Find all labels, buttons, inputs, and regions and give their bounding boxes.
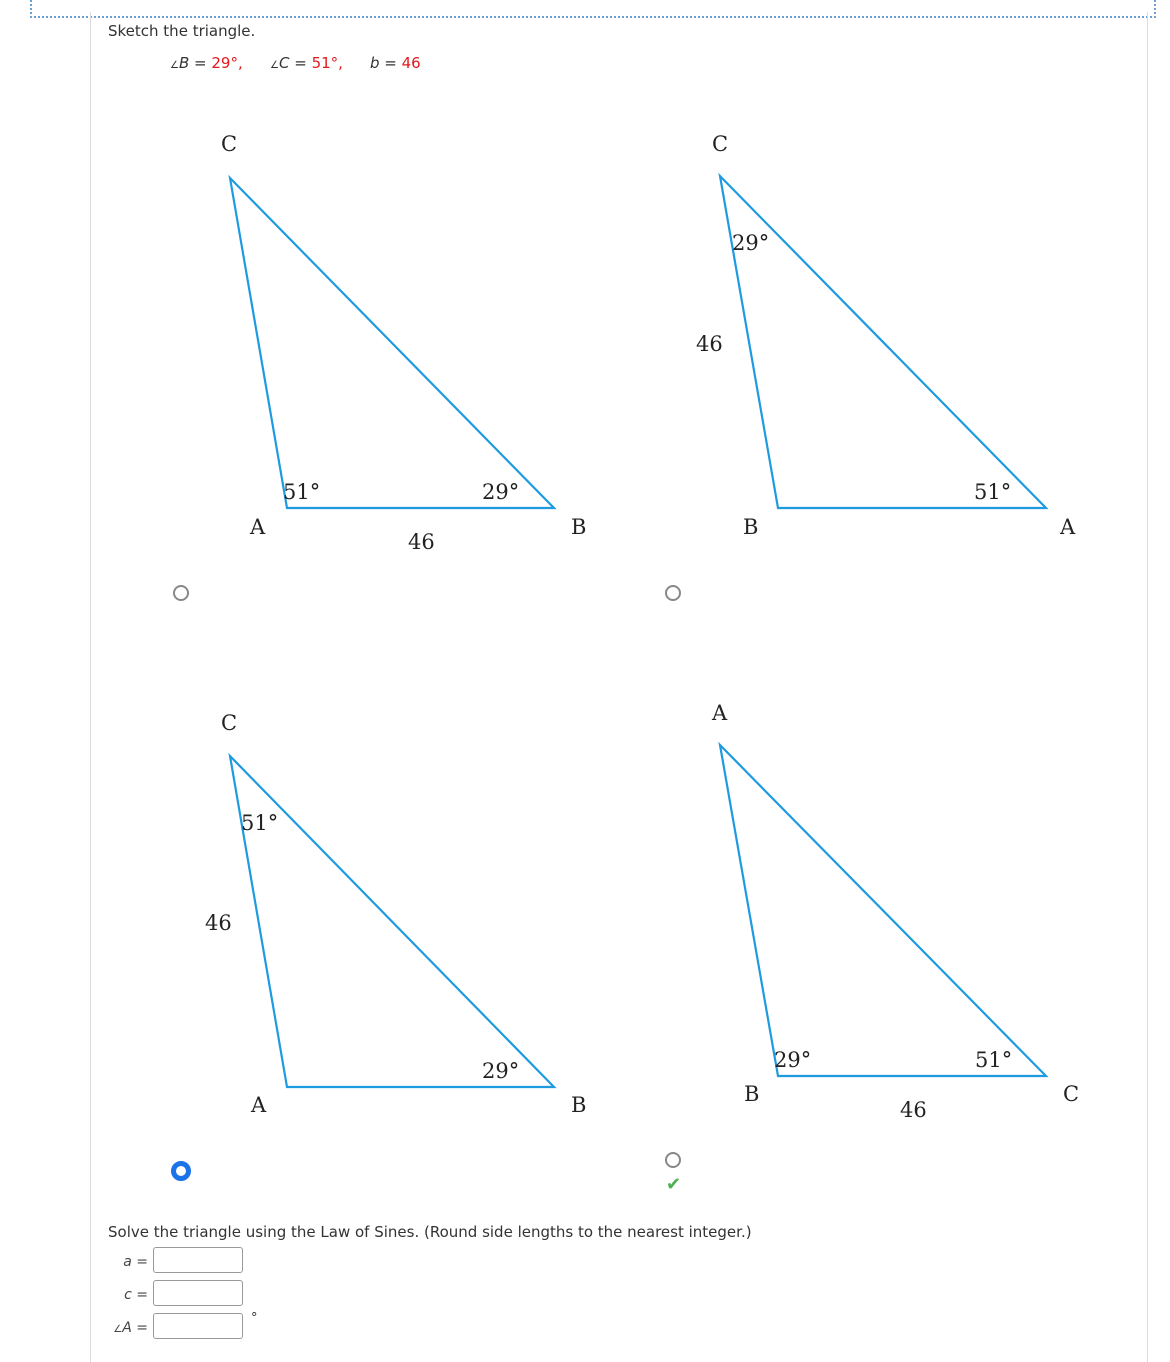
angle-symbol-icon: ∠	[270, 60, 279, 71]
vertex-label: A	[250, 515, 266, 539]
angle-label: 51°	[241, 811, 279, 835]
given-side-b-value: 46	[401, 54, 421, 72]
degree-unit: °	[251, 1311, 258, 1326]
option-1-radio[interactable]	[173, 585, 189, 601]
given-angle-b-value: 29°,	[211, 54, 243, 72]
vertex-label: A	[712, 701, 728, 725]
triangle-shape	[720, 745, 1046, 1076]
given-angle-c: ∠C = 51°,	[270, 54, 343, 72]
triangle-shape	[230, 178, 554, 508]
answer-angle-a-label: ∠A =	[113, 1320, 148, 1336]
given-angle-b: ∠B = 29°,	[170, 54, 243, 72]
angle-label: 51°	[974, 480, 1012, 504]
angle-label: 29°	[482, 1059, 520, 1083]
vertex-label: C	[1063, 1082, 1080, 1106]
angle-label: 51°	[283, 480, 321, 504]
vertex-label: C	[712, 132, 729, 156]
angle-label: 29°	[482, 480, 520, 504]
vertex-label: B	[571, 515, 587, 539]
prompt-text: Sketch the triangle.	[108, 22, 256, 40]
correct-check-icon: ✔	[666, 1174, 682, 1195]
option-2-radio[interactable]	[665, 585, 681, 601]
instruction-text: Solve the triangle using the Law of Sines. (Round side lengths to the nearest integer.)	[108, 1223, 752, 1241]
triangle-shape	[720, 176, 1046, 508]
angle-label: 29°	[774, 1048, 812, 1072]
angle-symbol-icon: ∠	[113, 1324, 123, 1335]
given-side-b: b = 46	[370, 54, 421, 72]
option-3-radio[interactable]	[171, 1161, 191, 1181]
vertex-label: B	[571, 1093, 587, 1117]
side-label: 46	[408, 530, 435, 554]
side-label: 46	[900, 1098, 927, 1122]
triangle-shape	[230, 756, 554, 1087]
option-3-triangle[interactable]	[200, 700, 620, 1144]
angle-symbol-icon: ∠	[170, 60, 179, 71]
vertex-label: B	[744, 1082, 760, 1106]
answer-a-label: a =	[123, 1254, 148, 1270]
option-4-radio[interactable]	[665, 1152, 681, 1168]
vertex-label: C	[221, 132, 238, 156]
vertex-label: A	[1060, 515, 1076, 539]
side-label: 46	[696, 332, 723, 356]
answer-c-input[interactable]	[153, 1280, 243, 1306]
vertex-label: B	[743, 515, 759, 539]
vertex-label: C	[221, 711, 238, 735]
vertex-label: A	[251, 1093, 267, 1117]
option-2-triangle[interactable]	[690, 120, 1110, 564]
answer-angle-a-input[interactable]	[153, 1313, 243, 1339]
answer-a-input[interactable]	[153, 1247, 243, 1273]
angle-label: 51°	[975, 1048, 1013, 1072]
angle-label: 29°	[732, 231, 770, 255]
side-label: 46	[205, 911, 232, 935]
given-angle-c-value: 51°,	[311, 54, 343, 72]
option-1-triangle[interactable]	[200, 120, 620, 564]
option-4-triangle[interactable]	[690, 690, 1110, 1134]
answer-c-label: c =	[124, 1287, 148, 1303]
